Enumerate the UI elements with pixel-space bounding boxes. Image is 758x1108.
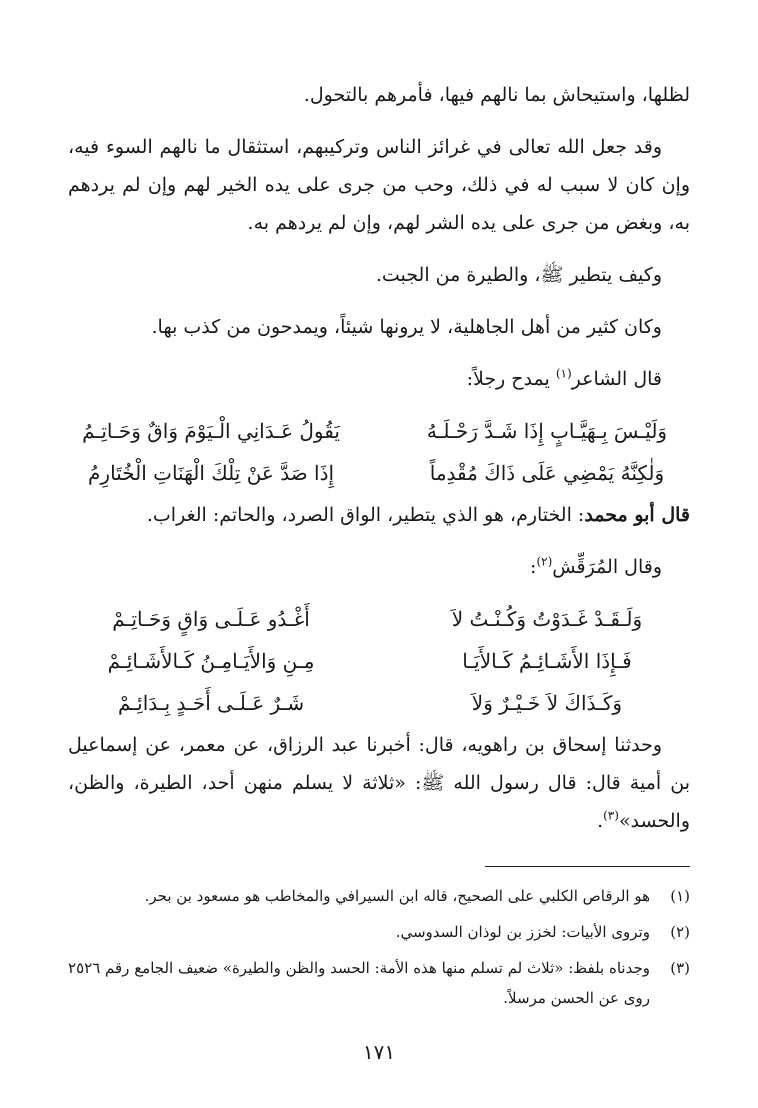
verse-hemistich-right: وَلٰكِنَّهُ يَمْضِي عَلَى ذَاكَ مُقْدِماً xyxy=(429,461,665,485)
verse-hemistich-right: فَـإِذَا الأَشَـائِـمُ كَـالأَيَـا xyxy=(462,649,632,673)
paragraph-7: وقال المُرَقِّش$^{(٢)}$: xyxy=(530,554,662,578)
paragraph-1: لظلها، واستيحاش بما نالهم فيها، فأمرهم بالتحول. xyxy=(303,84,690,106)
paragraph-2: وقد جعل الله تعالى في غرائز الناس وتركيبهم، استثقال ما نالهم السوء فيه، وإن كان لا سبب له في ذلك، وحب من جرى على يده الخير لهم وإن لم يردهم به، وبغض من جرى على يده الشر لهم، وإن لم يردهم به. xyxy=(68,136,690,234)
paragraph-4: وكان كثير من أهل الجاهلية، لا يرونها شيئاً، ويمدحون من كذب بها. xyxy=(151,316,662,338)
footnote-text: وتروى الأبيات: لخزز بن لوذان السدوسي. xyxy=(395,923,650,941)
footnote-divider xyxy=(485,866,690,867)
footnote-text: وجدناه بلفظ: «ثلاث لم تسلم منها هذه الأمة: الحسد والظن والطيرة» ضعيف الجامع رقم ٢٥٢٦ روى عن الحسن مرسلاً. xyxy=(68,959,650,1007)
verse-hemistich-right: وَلَـقَـدْ غَـدَوْتُ وَكُـنْـتُ لاَ xyxy=(451,607,643,631)
verse-line xyxy=(68,412,690,450)
verse-line xyxy=(68,684,690,722)
verse-line xyxy=(68,600,690,638)
verse-line xyxy=(68,642,690,680)
page-number: ١٧١ xyxy=(362,1040,396,1064)
paragraph-8: وحدثنا إسحاق بن راهويه، قال: أخبرنا عبد الرزاق، عن معمر، عن إسماعيل بن أمية قال: قال رسول الله ﷺ: «ثلاثة لا يسلم منهن أحد، الطيرة، والظن، والحسد»$^{(٣)}$. xyxy=(68,734,690,832)
verse-hemistich-right: وَلَيْـسَ بِـهَيَّـابٍ إِذَا شَـدَّ رَحْـلَـهُ xyxy=(426,419,668,443)
footnote-number: (١) xyxy=(670,887,690,905)
verse-hemistich-right: وَكَـذَاكَ لاَ خَـيْـرٌ وَلاَ xyxy=(471,691,623,715)
author-label: قال أبو محمد xyxy=(584,504,690,526)
footnote-2 xyxy=(68,917,690,947)
footnote-number: (٣) xyxy=(670,959,690,977)
poem-2 xyxy=(68,600,690,722)
footnote-3 xyxy=(68,953,690,1013)
footnote-1 xyxy=(68,881,690,911)
verse-line xyxy=(68,454,690,492)
footnote-number: (٢) xyxy=(670,923,690,941)
footnote-text: هو الرقاص الكلبي على الصحيح، قاله ابن السيرافي والمخاطب هو مسعود بن بحر. xyxy=(144,887,650,905)
verse-hemistich-left: إِذَا صَدَّ عَنْ تِلْكَ الْهَنَاتِ الْخُتَارِمُ xyxy=(88,461,335,485)
paragraph-5: قال الشاعر$^{(١)}$ يمدح رجلاً: xyxy=(466,366,662,390)
footnote-ref-1: (١) xyxy=(555,366,572,381)
footnote-ref-3: (٣) xyxy=(603,808,619,823)
verse-hemistich-left: مِـنِ وَالأَيَـامِـنُ كَـالأَشَـائِـمْ xyxy=(107,649,315,673)
paragraph-3: وكيف يتطير ﷺ، والطيرة من الجبت. xyxy=(375,264,662,286)
poem-1 xyxy=(68,412,690,492)
verse-hemistich-left: شَـرٌ عَـلَـى أَحَـدٍ بِـدَائِـمْ xyxy=(117,691,305,715)
footnote-ref-2: (٢) xyxy=(536,554,553,569)
paragraph-6: قال أبو محمد: الختارم، هو الذي يتطير، الواق الصرد، والحاتم: الغراب. xyxy=(146,504,690,526)
verse-hemistich-left: أَغْـدُو عَـلَـى وَاقٍ وَحَـاتِـمْ xyxy=(112,607,310,631)
verse-hemistich-left: يَقُولُ عَـدَانِي الْـيَوْمَ وَاقٌ وَحَـاتِـمُ xyxy=(82,419,340,443)
